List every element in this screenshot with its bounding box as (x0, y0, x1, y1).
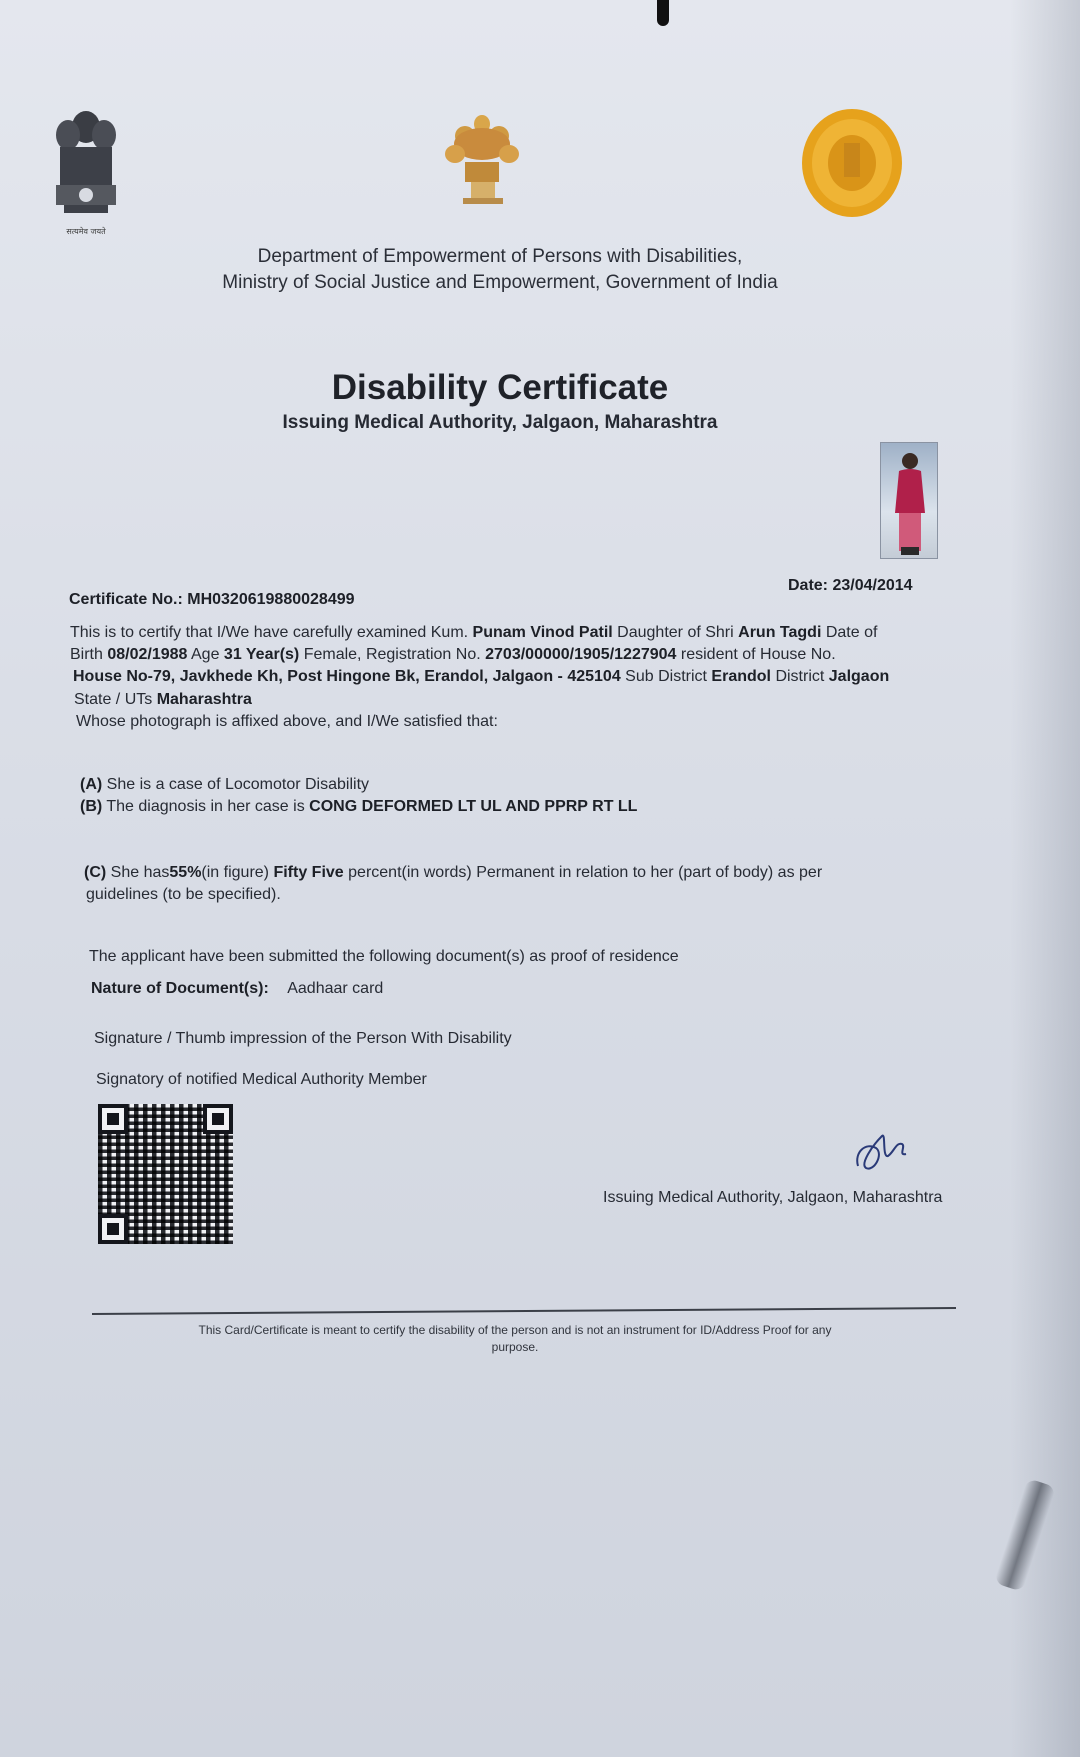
emblem-caption: सत्यमेव जयते (66, 227, 106, 236)
certificate-number-label: Certificate No.: (69, 591, 183, 608)
body-line-3 (73, 666, 953, 688)
applicant-photo (880, 442, 938, 559)
document-label: Nature of Document(s): (91, 980, 269, 997)
issuing-authority-signature-label: Issuing Medical Authority, Jalgaon, Maharashtra (603, 1189, 943, 1206)
qr-code (98, 1104, 233, 1244)
residence-intro: The applicant have been submitted the following document(s) as proof of residence (89, 948, 679, 965)
department-line-2: Ministry of Social Justice and Empowerment, Government of India (222, 272, 778, 293)
body-line-4 (74, 689, 252, 711)
national-emblem-icon (50, 105, 122, 235)
body-text: Sub District (625, 668, 707, 685)
footer-line-1: This Card/Certificate is meant to certify the disability of the person and is not an instrument for ID/Address Proof for any (198, 1323, 832, 1337)
body-text: This is to certify that I/We have carefully examined Kum. (70, 624, 469, 641)
certificate-number: MH0320619880028499 (187, 591, 355, 608)
body-text: Female, Registration No. (303, 646, 481, 663)
date-label: Date: (788, 577, 829, 594)
certificate-number-row (69, 589, 355, 611)
applicant-name: Punam Vinod Patil (472, 624, 613, 641)
qr-finder (98, 1214, 128, 1244)
item-b-text: The diagnosis in her case is (106, 798, 305, 815)
state: Maharashtra (156, 691, 252, 708)
body-text: Birth (70, 646, 103, 663)
ink-mark (657, 0, 669, 26)
authority-signature (852, 1122, 912, 1182)
item-b-label: (B) (80, 798, 103, 815)
father-name: Arun Tagdi (738, 624, 822, 641)
item-b (80, 796, 637, 818)
document-value: Aadhaar card (287, 980, 384, 997)
item-c-text: She has (110, 864, 170, 881)
item-c-text: (in figure) (201, 864, 269, 881)
body-text: resident of House No. (680, 646, 836, 663)
body-text: Daughter of Shri (617, 624, 734, 641)
item-c (84, 862, 884, 884)
residence-document-row (91, 978, 383, 1000)
department-line-1: Department of Empowerment of Persons with Disabilities, (257, 246, 743, 267)
disability-percent: 55% (169, 864, 202, 881)
footer-divider (92, 1307, 956, 1315)
body-line-1 (70, 622, 940, 644)
qr-finder (98, 1104, 128, 1134)
issue-date: 23/04/2014 (832, 577, 913, 594)
body-line-5: Whose photograph is affixed above, and I/We satisfied that: (76, 713, 498, 730)
body-text: District (775, 668, 825, 685)
footer-note (130, 1322, 900, 1356)
body-text: Age (191, 646, 220, 663)
footer-line-2: purpose. (491, 1340, 539, 1354)
body-text: Date of (825, 624, 878, 641)
item-c-label: (C) (84, 864, 107, 881)
seal-icon (800, 105, 905, 220)
item-a-text: She is a case of Locomotor Disability (106, 776, 370, 793)
diagnosis: CONG DEFORMED LT UL AND PPRP RT LL (309, 798, 638, 815)
item-a-label: (A) (80, 776, 103, 793)
item-c-text: percent(in words) Permanent in relation to her (part of body) as per (348, 864, 823, 881)
item-a (80, 774, 369, 796)
person-signature-label: Signature / Thumb impression of the Person With Disability (94, 1030, 512, 1047)
district: Jalgaon (828, 668, 890, 685)
item-c-line-2: guidelines (to be specified). (86, 886, 281, 903)
sub-district: Erandol (711, 668, 771, 685)
date-row (788, 575, 913, 597)
certificate-authority: Issuing Medical Authority, Jalgaon, Maharashtra (282, 412, 718, 433)
certificate-title: Disability Certificate (331, 368, 669, 407)
address: House No-79, Javkhede Kh, Post Hingone Bk, Erandol, Jalgaon - 425104 (73, 668, 621, 685)
disability-percent-words: Fifty Five (273, 864, 344, 881)
date-of-birth: 08/02/1988 (107, 646, 188, 663)
body-text: State / UTs (74, 691, 153, 708)
member-signatory-label: Signatory of notified Medical Authority Member (96, 1071, 427, 1088)
body-line-2 (70, 644, 950, 666)
registration-number: 2703/00000/1905/1227904 (485, 646, 677, 663)
qr-finder (203, 1104, 233, 1134)
state-emblem-icon (435, 110, 530, 210)
age: 31 Year(s) (223, 646, 300, 663)
